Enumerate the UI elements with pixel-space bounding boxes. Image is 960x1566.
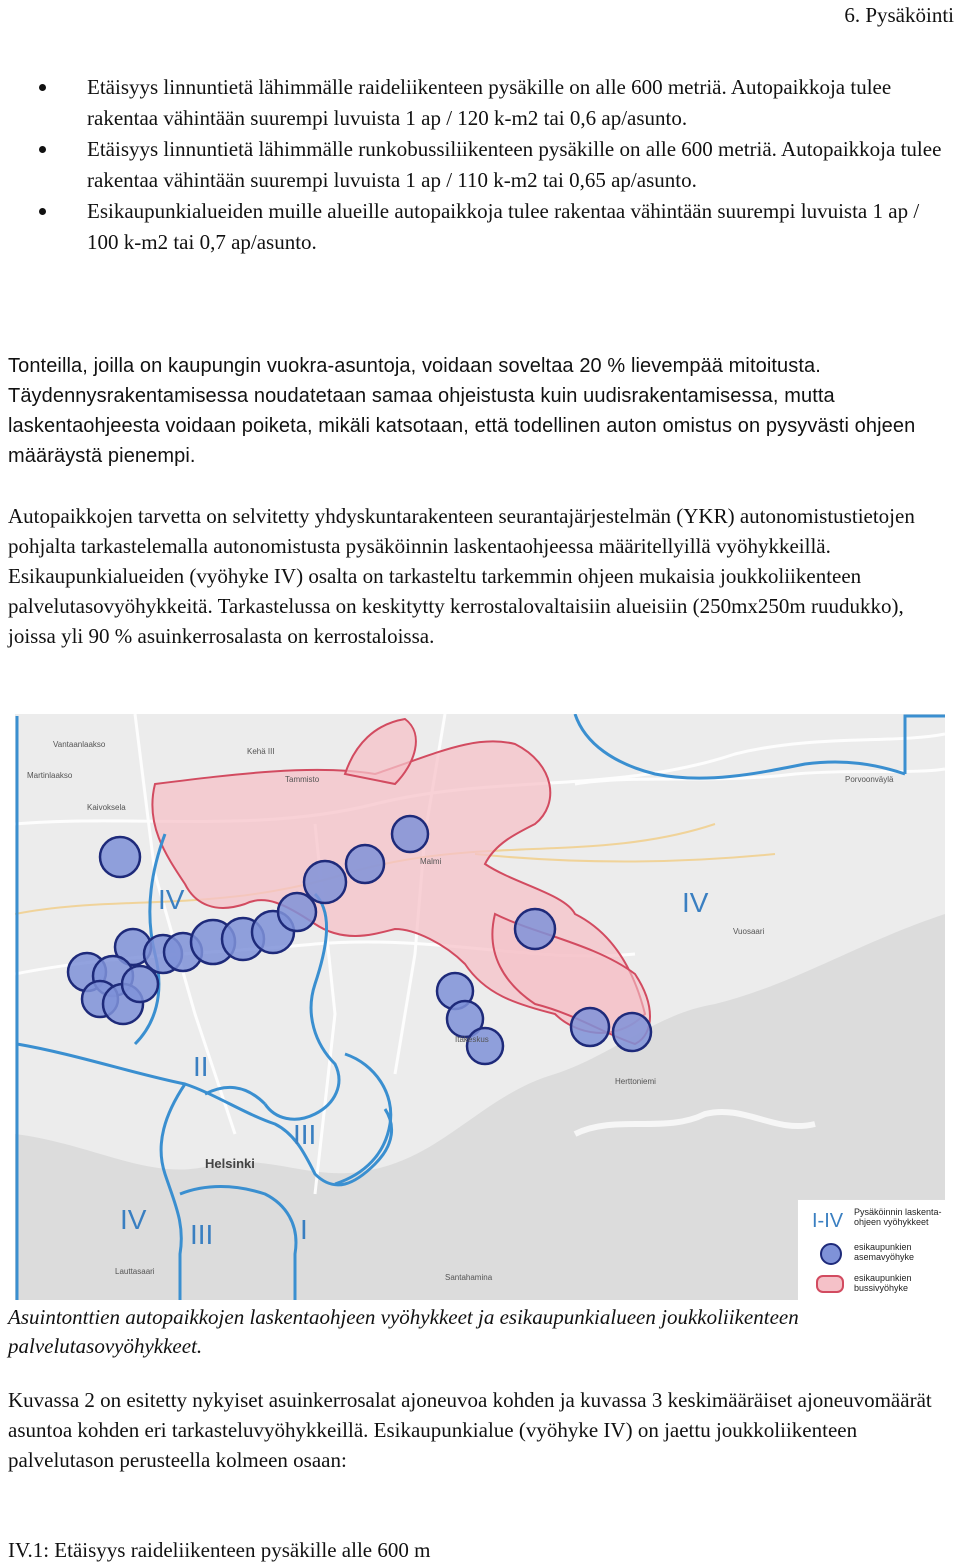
zone-map	[15, 714, 945, 1300]
section-header: 6. Pysäköinti	[844, 3, 954, 27]
paragraph-ykr: Autopaikkojen tarvetta on selvitetty yhdyskuntarakenteen seurantajärjestelmän (YKR) autonomistustietojen pohjalta tarkastelemalla autonomistusta pysäköinnin laskentaohjeessa määritellyillä vyöhykkeillä. Esikaupunkialueiden (vyöhyke IV) osalta on tarkasteltu tarkemmin ohjeen mukaisia joukkoliikenteen palvelutasovyöhykkeitä. Tarkastelussa on keskitytty kerrostalovaltaisiin alueisiin (250mx250m ruudukko), joissa yli 90 % asuinkerrosalasta on kerrostaloissa.	[8, 504, 915, 648]
zone-label-iii-north: III	[293, 1119, 317, 1150]
paragraph-division: Kuvassa 2 on esitetty nykyiset asuinkerrosalat ajoneuvoa kohden ja kuvassa 3 keskimääräiset ajoneuvomäärät asuntoa kohden eri tarkasteluvyöhykkeillä. Esikaupunkialue (vyöhyke IV) on jaettu joukkoliikenteen palvelutason perusteella kolmeen osaan:	[8, 1388, 932, 1472]
paragraph-iv1: IV.1: Etäisyys raideliikenteen pysäkille alle 600 m	[8, 1538, 431, 1562]
svg-text:Vuosaari: Vuosaari	[733, 927, 765, 936]
paragraph-rental: Tonteilla, joilla on kaupungin vuokra-asuntoja, voidaan soveltaa 20 % lievempää mitoitusta. Täydennysrakentamisessa noudatetaan samaa ohjeistusta kuin uudisrakentamisessa, mutta laskentaohjeesta voidaan poiketa, mikäli katsotaan, että todellinen auton omistus on pysyvästi ohjeen määräystä pienempi.	[8, 355, 916, 467]
svg-text:Vantaanlaakso: Vantaanlaakso	[53, 740, 106, 749]
zone-label-iv-east: IV	[682, 887, 709, 918]
zone-label-iv-west: IV	[158, 884, 185, 915]
bullet-dot-icon	[39, 84, 46, 91]
svg-text:Santahamina: Santahamina	[445, 1273, 493, 1282]
bullet-dot-icon	[39, 146, 46, 153]
svg-text:Itäkeskus: Itäkeskus	[455, 1035, 489, 1044]
svg-text:Martinlaakso: Martinlaakso	[27, 771, 73, 780]
zone-label-iv-south: IV	[120, 1204, 147, 1235]
legend-station-label: esikaupunkien asemavyöhyke	[854, 1242, 915, 1262]
bullet-dot-icon	[39, 208, 46, 215]
svg-text:Tammisto: Tammisto	[285, 775, 320, 784]
bullet-item-bus: Etäisyys linnuntietä lähimmälle runkobussiliikenteen pysäkille on alle 600 metriä. Autopaikkoja tulee rakentaa vähintään suurempi luvuista 1 ap / 110 k-m2 tai 0,65 ap/asunto.	[0, 134, 960, 196]
bullet-list	[0, 72, 960, 258]
svg-text:Kehä III: Kehä III	[247, 747, 275, 756]
bullet-item-rail: Etäisyys linnuntietä lähimmälle raideliikenteen pysäkille on alle 600 metriä. Autopaikkoja tulee rakentaa vähintään suurempi luvuista 1 ap / 120 k-m2 tai 0,6 ap/asunto.	[0, 72, 960, 134]
bullet-item-other: Esikaupunkialueiden muille alueille autopaikkoja tulee rakentaa vähintään suurempi luvuista 1 ap / 100 k-m2 tai 0,7 ap/asunto.	[0, 196, 960, 258]
zone-label-i: I	[300, 1214, 308, 1245]
zone-label-ii: II	[193, 1051, 209, 1082]
svg-text:Malmi: Malmi	[420, 857, 442, 866]
svg-text:Porvoonväylä: Porvoonväylä	[845, 775, 894, 784]
zone-label-iii-south: III	[190, 1219, 214, 1250]
map-legend	[797, 1199, 945, 1300]
svg-text:Herttoniemi: Herttoniemi	[615, 1077, 656, 1086]
legend-zone-label: I-IV	[812, 1210, 844, 1232]
svg-text:Kaivoksela: Kaivoksela	[87, 803, 126, 812]
legend-bus-zone-icon	[816, 1275, 844, 1293]
legend-zone-title: Pysäköinnin laskenta-ohjeen vyöhykkeet	[854, 1207, 942, 1227]
legend-station-icon	[820, 1243, 842, 1265]
svg-text:Lauttasaari: Lauttasaari	[115, 1267, 155, 1276]
figure-caption: Asuintonttien autopaikkojen laskentaohjeen vyöhykkeet ja esikaupunkialueen joukkoliikenteen palvelutasovyöhykkeet.	[8, 1305, 799, 1358]
legend-bus-label: esikaupunkien bussivyöhyke	[854, 1273, 912, 1293]
svg-text:Helsinki: Helsinki	[205, 1156, 255, 1171]
